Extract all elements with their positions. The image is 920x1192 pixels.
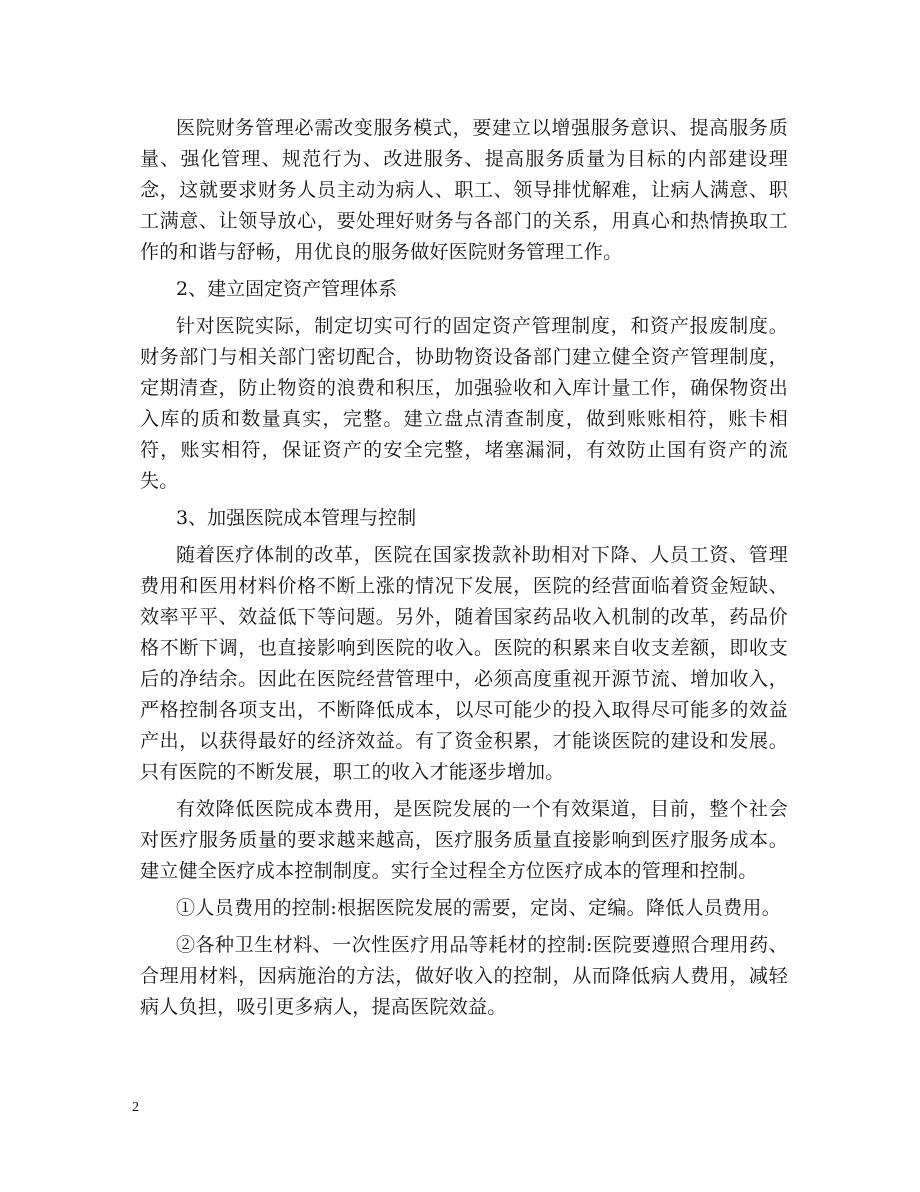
list-item-personnel-cost: ①人员费用的控制:根据医院发展的需要，定岗、定编。降低人员费用。: [176, 897, 782, 919]
list-item-material-cost: ②各种卫生材料、一次性医疗用品等耗材的控制:医院要遵照合理用药、合理用材料，因病施治的方法，做好收入的控制，从而降低病人费用，减轻病人负担，吸引更多病人，提高医院效益。: [140, 934, 788, 1018]
paragraph-cost-reform: 随着医疗体制的改革，医院在国家拨款补助相对下降、人员工资、管理费用和医用材料价格不断上涨的情况下发展，医院的经营面临着资金短缺、效率平平、效益低下等问题。另外，随着国家药品收入机制的改革，药品价格不断下调，也直接影响到医院的收入。医院的积累来自收支差额，即收支后的净结余。因此在医院经营管理中，必须高度重视开源节流、增加收入，严格控制各项支出，不断降低成本，以尽可能少的投入取得尽可能多的效益产出，以获得最好的经济效益。有了资金积累，才能谈医院的建设和发展。只有医院的不断发展，职工的收入才能逐步增加。: [140, 544, 788, 783]
page-number: 2: [132, 1100, 139, 1115]
heading-cost-control: 3、加强医院成本管理与控制: [176, 507, 417, 529]
paragraph-cost-reduction: 有效降低医院成本费用，是医院发展的一个有效渠道，目前，整个社会对医疗服务质量的要求越来越高，医疗服务质量直接影响到医疗服务成本。建立健全医疗成本控制制度。实行全过程全方位医疗成本的管理和控制。: [140, 798, 788, 882]
paragraph-service-mode: 医院财务管理必需改变服务模式，要建立以增强服务意识、提高服务质量、强化管理、规范行为、改进服务、提高服务质量为目标的内部建设理念，这就要求财务人员主动为病人、职工、领导排忧解难，让病人满意、职工满意、让领导放心，要处理好财务与各部门的关系，用真心和热情换取工作的和谐与舒畅，用优良的服务做好医院财务管理工作。: [140, 117, 788, 263]
heading-fixed-assets: 2、建立固定资产管理体系: [176, 278, 398, 300]
page-body: [140, 113, 788, 1029]
paragraph-fixed-assets: 针对医院实际，制定切实可行的固定资产管理制度，和资产报废制度。财务部门与相关部门密切配合，协助物资设备部门建立健全资产管理制度，定期清查，防止物资的浪费和积压，加强验收和入库计量工作，确保物资出入库的质和数量真实，完整。建立盘点清查制度，做到账账相符，账卡相符，账实相符，保证资产的安全完整，堵塞漏洞，有效防止国有资产的流失。: [140, 315, 788, 492]
